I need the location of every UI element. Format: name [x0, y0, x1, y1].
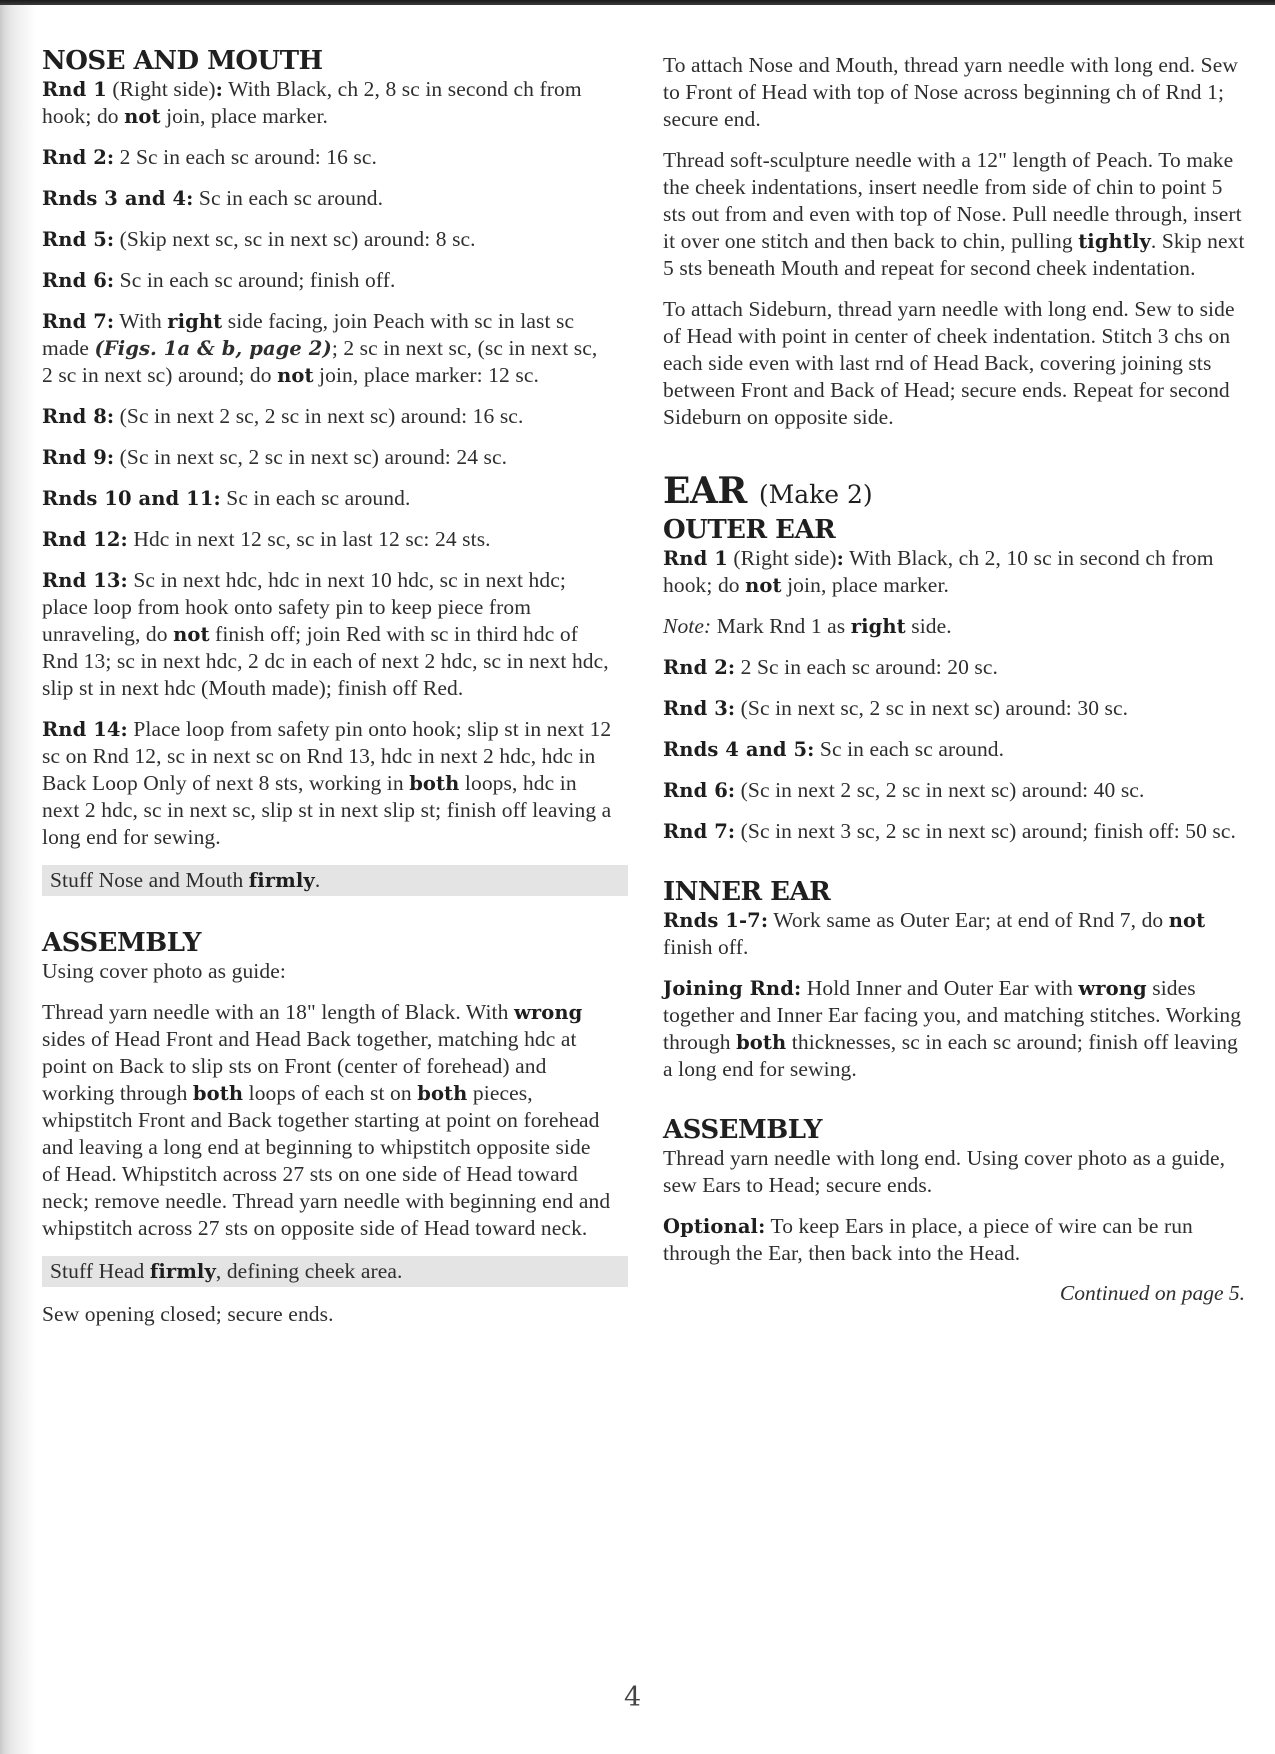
instruction-paragraph	[42, 716, 612, 851]
instruction-paragraph	[663, 1213, 1245, 1267]
italic-text: Note:	[663, 614, 712, 638]
text-run: Hdc in next 12 sc, sc in last 12 sc: 24 sts.	[127, 527, 491, 551]
bold-text: Rnd 2:	[42, 146, 115, 169]
bold-text: firmly	[149, 1260, 216, 1283]
section-heading-outer-ear: OUTER EAR	[663, 515, 836, 545]
text-run: (Right side)	[727, 546, 837, 570]
bold-text: Rnd 12:	[42, 528, 128, 551]
text-run: Work same as Outer Ear; at end of Rnd 7, do	[768, 908, 1169, 932]
figure-reference: (Figs. 1a & b, page 2)	[94, 337, 332, 360]
instruction-paragraph	[42, 185, 612, 212]
text-run: join, place marker.	[781, 573, 949, 597]
instruction-paragraph	[42, 444, 612, 471]
text-run: Sew opening closed; secure ends.	[42, 1302, 334, 1326]
text-run: side.	[905, 614, 952, 638]
text-run: ; 2 sc in next sc, (sc in next sc, 2 sc in next sc) around; do	[42, 336, 598, 387]
text-run: Using cover photo as guide:	[42, 959, 286, 983]
bold-text: Rnd 14:	[42, 718, 128, 741]
text-run: finish off.	[663, 935, 749, 959]
text-run: Hold Inner and Outer Ear with	[801, 976, 1079, 1000]
instruction-paragraph	[663, 818, 1245, 845]
ear-assembly-instructions	[663, 1145, 1245, 1267]
section-heading-nose-and-mouth: NOSE AND MOUTH	[42, 46, 323, 76]
text-run: join, place marker: 12 sc.	[313, 363, 539, 387]
text-run: sides together and Inner Ear facing you, and matching stitches. Working through	[663, 976, 1242, 1054]
bold-text: Rnd 3:	[663, 697, 736, 720]
sew-closed-text	[42, 1301, 612, 1328]
bold-text: Rnds 3 and 4:	[42, 187, 194, 210]
bold-text: Rnd 1	[42, 78, 107, 101]
bold-text: :	[215, 78, 223, 101]
left-column	[42, 46, 612, 1342]
attach-instructions	[663, 52, 1245, 431]
bold-text: Rnds 10 and 11:	[42, 487, 221, 510]
text-run: 2 Sc in each sc around: 20 sc.	[735, 655, 999, 679]
page-top-edge	[0, 0, 1275, 5]
bold-text: firmly	[248, 869, 315, 892]
text-run: (Sc in next sc, 2 sc in next sc) around: 24 sc.	[114, 445, 508, 469]
bold-text: Optional:	[663, 1215, 766, 1238]
bold-text: wrong	[1078, 977, 1147, 1000]
instruction-paragraph	[42, 567, 612, 702]
instruction-paragraph	[42, 485, 612, 512]
text-run: (Sc in next sc, 2 sc in next sc) around: 30 sc.	[735, 696, 1129, 720]
bold-text: Rnds 4 and 5:	[663, 738, 815, 761]
text-run: , defining cheek area.	[215, 1259, 403, 1283]
bold-text: wrong	[513, 1001, 583, 1024]
bold-text: Rnd 7:	[663, 820, 736, 843]
text-run: sides of Head Front and Head Back together, matching hdc at point on Back to slip sts on Front (center of forehead) and working through	[42, 1027, 577, 1105]
instruction-paragraph	[663, 545, 1245, 599]
bold-text: Rnd 8:	[42, 405, 115, 428]
section-heading-inner-ear: INNER EAR	[663, 877, 831, 907]
bold-text: Rnd 2:	[663, 656, 736, 679]
instruction-paragraph	[663, 777, 1245, 804]
nose-mouth-instructions	[42, 76, 612, 851]
text-run: Stuff Head	[50, 1259, 150, 1283]
instruction-paragraph	[42, 403, 612, 430]
text-run: Sc in each sc around.	[814, 737, 1005, 761]
text-run: With	[114, 309, 168, 333]
text-run: With Black, ch 2, 8 sc in second ch from hook; do	[42, 77, 582, 128]
text-run: Sc in each sc around.	[193, 186, 384, 210]
instruction-paragraph	[42, 308, 612, 389]
text-run: To attach Nose and Mouth, thread yarn needle with long end. Sew to Front of Head with top of Nose across beginning ch of Rnd 1; secure end.	[663, 53, 1238, 131]
text-run: side facing, join Peach with sc in last sc made	[42, 309, 575, 360]
text-run: . Skip next 5 sts beneath Mouth and repeat for second cheek indentation.	[663, 229, 1245, 280]
instruction-paragraph	[42, 144, 612, 171]
ear-title: EAR	[663, 470, 747, 512]
section-heading-ear	[663, 471, 1245, 515]
text-run: (Sc in next 3 sc, 2 sc in next sc) around; finish off: 50 sc.	[735, 819, 1237, 843]
bold-text: not	[124, 105, 161, 128]
section-heading-assembly-head: ASSEMBLY	[42, 928, 201, 958]
text-run: 2 Sc in each sc around: 16 sc.	[114, 145, 378, 169]
text-run: thicknesses, sc in each sc around; finish off leaving a long end for sewing.	[663, 1030, 1238, 1081]
bold-text: Rnd 5:	[42, 228, 115, 251]
bold-text: not	[173, 623, 210, 646]
outer-ear-instructions	[663, 545, 1245, 845]
instruction-paragraph	[42, 999, 612, 1242]
right-column	[663, 52, 1245, 1306]
bold-text: both	[192, 1082, 244, 1105]
bold-text: Rnd 9:	[42, 446, 115, 469]
bold-text: right	[850, 615, 906, 638]
bold-text: Rnd 1	[663, 547, 728, 570]
bold-text: :	[836, 547, 844, 570]
text-run: Thread soft-sculpture needle with a 12" length of Peach. To make the cheek indentations, insert needle from side of chin to point 5 sts out from and even with top of Nose. Pull needle through, insert it over one stitch and then back to chin, pulling	[663, 148, 1242, 253]
head-assembly-instructions	[42, 958, 612, 1242]
stuff-head-note	[42, 1256, 628, 1287]
text-run: Thread yarn needle with long end. Using cover photo as a guide, sew Ears to Head; secure ends.	[663, 1146, 1226, 1197]
stuff-nose-note	[42, 865, 628, 896]
instruction-paragraph	[663, 736, 1245, 763]
text-run: (Right side)	[106, 77, 216, 101]
instruction-paragraph	[663, 52, 1245, 133]
continued-note: Continued on page 5.	[1059, 1281, 1245, 1305]
text-run: finish off; join Red with sc in third hdc of Rnd 13; sc in next hdc, 2 dc in each of next 2 hdc, sc in next hdc, slip st in next hdc (Mouth made); finish off Red.	[42, 622, 609, 700]
instruction-paragraph	[42, 958, 612, 985]
bold-text: Joining Rnd:	[663, 977, 802, 1000]
instruction-paragraph	[42, 267, 612, 294]
text-run: With Black, ch 2, 10 sc in second ch from hook; do	[663, 546, 1214, 597]
text-run: Thread yarn needle with an 18" length of Black. With	[42, 1000, 514, 1024]
instruction-paragraph	[663, 695, 1245, 722]
bold-text: both	[409, 772, 460, 795]
text-run: Sc in each sc around; finish off.	[114, 268, 396, 292]
text-run: loops, hdc in next 2 hdc, sc in next sc, slip st in next slip st; finish off leaving a long end for sewing.	[42, 771, 612, 849]
instruction-paragraph	[42, 526, 612, 553]
instruction-paragraph	[663, 1145, 1245, 1199]
text-run: .	[314, 868, 321, 892]
bold-text: not	[1168, 909, 1206, 932]
bold-text: both	[417, 1082, 468, 1105]
page-binding-shadow	[0, 5, 36, 1754]
text-run: Sc in next hdc, hdc in next 10 hdc, sc in next hdc; place loop from hook onto safety pin to keep piece from unraveling, do	[42, 568, 566, 646]
text-run: loops of each st on	[243, 1081, 418, 1105]
text-run: To keep Ears in place, a piece of wire can be run through the Ear, then back into the Head.	[663, 1214, 1193, 1265]
text-run: (Sc in next 2 sc, 2 sc in next sc) around: 16 sc.	[114, 404, 524, 428]
text-run: Sc in each sc around.	[220, 486, 411, 510]
bold-text: right	[167, 310, 223, 333]
instruction-paragraph	[663, 613, 1245, 640]
bold-text: not	[277, 364, 314, 387]
text-run: Stuff Nose and Mouth	[50, 868, 249, 892]
text-run: Place loop from safety pin onto hook; slip st in next 12 sc on Rnd 12, sc in next sc on Rnd 13, hdc in next 2 hdc, hdc in Back Loop Only of next 8 sts, working in	[42, 717, 612, 795]
text-run: (Skip next sc, sc in next sc) around: 8 sc.	[114, 227, 476, 251]
instruction-paragraph	[42, 76, 612, 130]
text-run: To attach Sideburn, thread yarn needle with long end. Sew to side of Head with point in center of cheek indentation. Stitch 3 chs on each side even with last rnd of Head Back, covering joining sts between Front and Back of Head; secure ends. Repeat for second Sideburn on opposite side.	[663, 297, 1235, 429]
bold-text: Rnd 6:	[42, 269, 115, 292]
section-heading-assembly-ear: ASSEMBLY	[663, 1115, 822, 1145]
text-run: (Sc in next 2 sc, 2 sc in next sc) around: 40 sc.	[735, 778, 1145, 802]
page-number: 4	[624, 1682, 642, 1713]
bold-text: Rnd 6:	[663, 779, 736, 802]
bold-text: Rnd 13:	[42, 569, 128, 592]
bold-text: tightly	[1078, 230, 1151, 253]
bold-text: Rnds 1-7:	[663, 909, 769, 932]
ear-make-count: (Make 2)	[758, 480, 873, 509]
bold-text: both	[736, 1031, 787, 1054]
instruction-paragraph	[663, 907, 1245, 961]
inner-ear-instructions	[663, 907, 1245, 1083]
bold-text: not	[745, 574, 782, 597]
instruction-paragraph	[42, 226, 612, 253]
instruction-paragraph	[663, 147, 1245, 282]
instruction-paragraph	[663, 296, 1245, 431]
instruction-paragraph	[663, 654, 1245, 681]
text-run: join, place marker.	[160, 104, 328, 128]
text-run: pieces, whipstitch Front and Back together starting at point on forehead and leaving a long end at beginning to whipstitch opposite side of Head. Whipstitch across 27 sts on one side of Head toward neck; remove needle. Thread yarn needle with beginning end and whipstitch across 27 sts on opposite side of Head toward neck.	[42, 1081, 611, 1240]
instruction-paragraph	[663, 975, 1245, 1083]
text-run: Mark Rnd 1 as	[711, 614, 851, 638]
bold-text: Rnd 7:	[42, 310, 115, 333]
